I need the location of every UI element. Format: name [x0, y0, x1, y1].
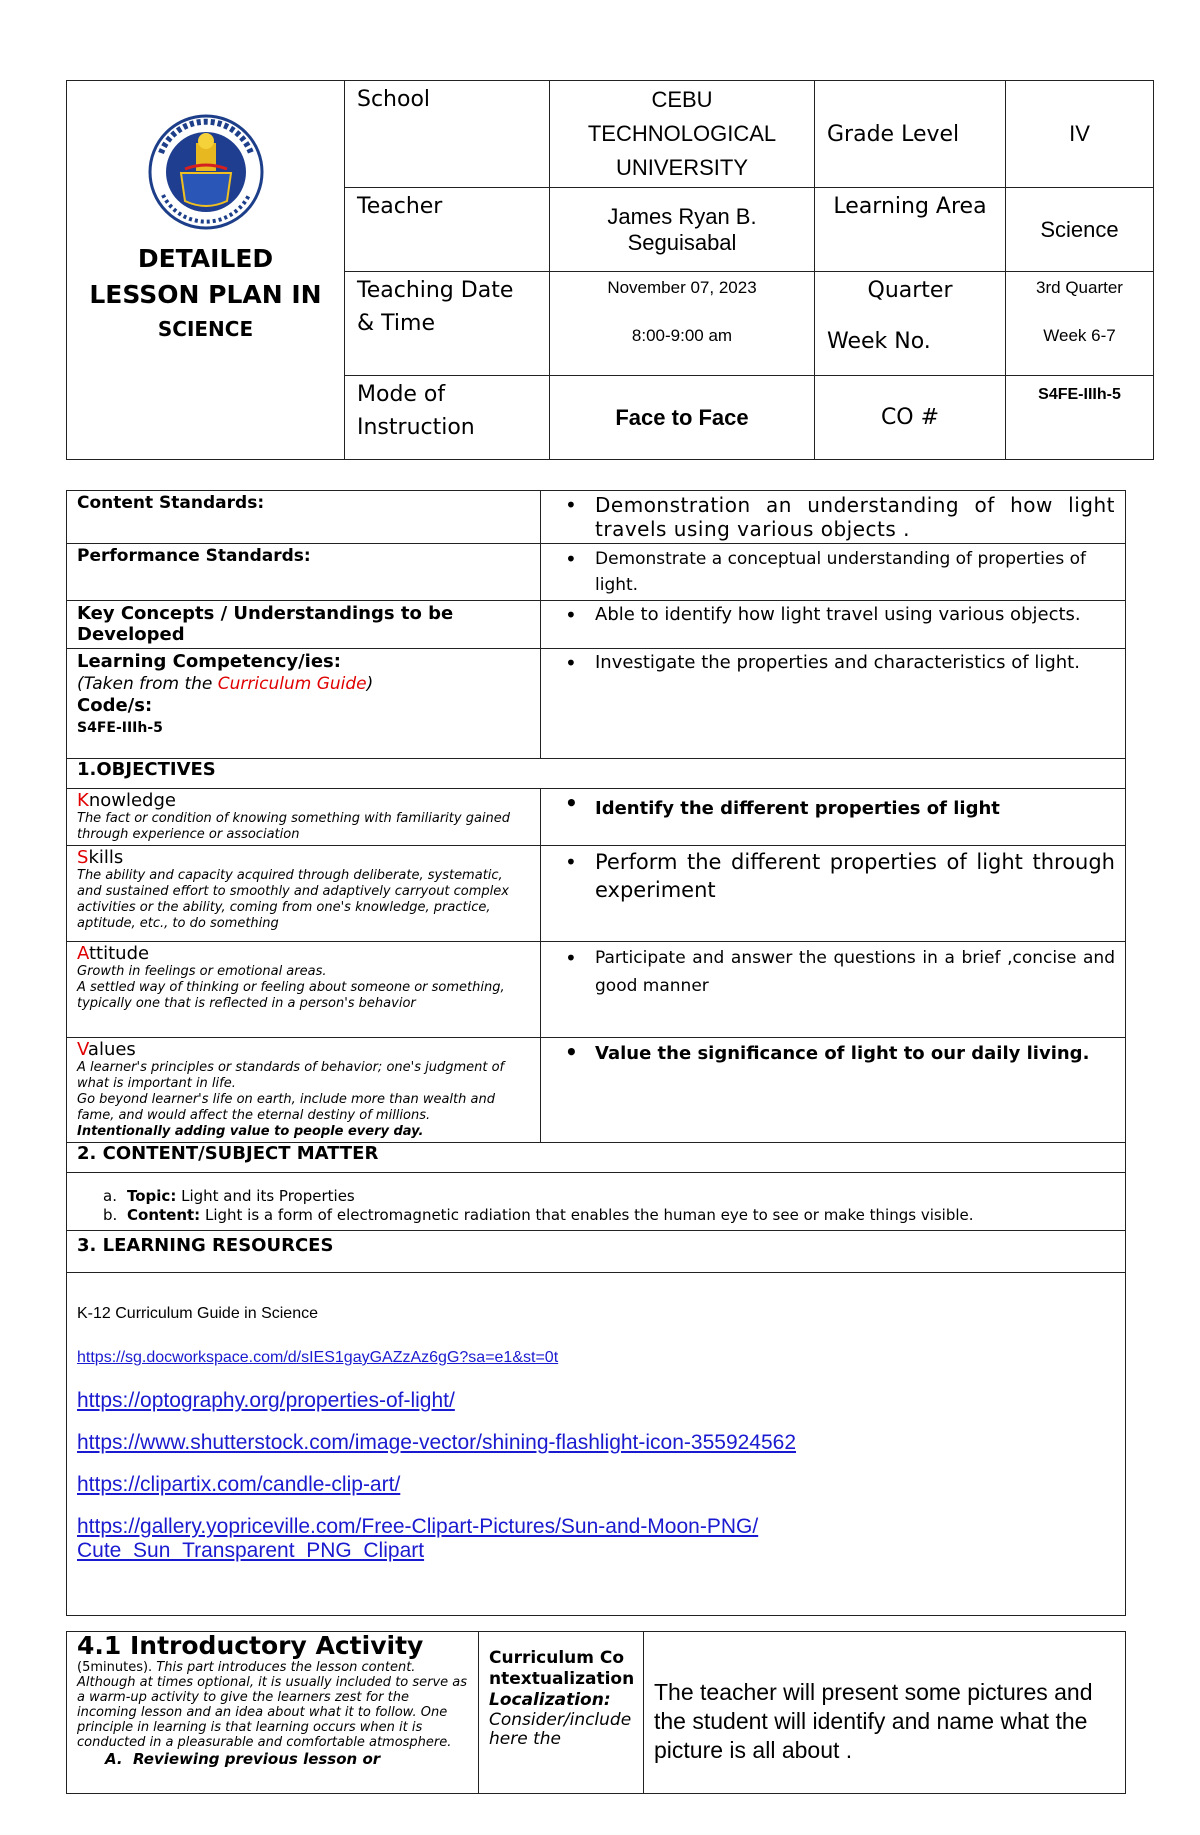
- teacher-value: James Ryan B. Seguisabal: [550, 188, 815, 272]
- attitude-label: Attitude: [77, 943, 150, 964]
- attitude-value: • Participate and answer the questions in a brief ,concise and good manner: [541, 942, 1126, 1038]
- plan-title: [67, 241, 344, 313]
- resource-link-1[interactable]: https://sg.docworkspace.com/d/sIES1gayGAZzAz6gG?sa=e1&st=0t: [77, 1349, 559, 1366]
- knowledge-desc: The fact or condition of knowing something with familiarity gained through experience or association: [77, 811, 511, 842]
- topic-line: a. Topic: Light and its Properties: [103, 1187, 355, 1205]
- plan-title-line2: LESSON PLAN IN: [89, 280, 322, 309]
- knowledge-value: • Identify the different properties of light: [541, 789, 1126, 846]
- code-value: S4FE-IIIh-5: [77, 720, 163, 736]
- resource-link-3[interactable]: https://www.shutterstock.com/image-vector/shining-flashlight-icon-355924562: [77, 1431, 797, 1454]
- deped-seal-icon: [141, 113, 271, 231]
- knowledge-label: Knowledge: [77, 790, 176, 811]
- guide-text: K-12 Curriculum Guide in Science: [77, 1305, 318, 1322]
- plan-title-line1: DETAILED: [137, 244, 274, 273]
- localization-label: Localization:: [489, 1690, 611, 1710]
- co-value: S4FE-IIIh-5: [1006, 376, 1154, 460]
- resources-cell: [67, 1273, 1126, 1616]
- competency-note: (Taken from the Curriculum Guide): [77, 674, 374, 694]
- area-label: Learning Area: [815, 188, 1006, 272]
- performance-standards-label: Performance Standards:: [67, 544, 541, 601]
- resource-link-5[interactable]: https://gallery.yopriceville.com/Free-Clipart-Pictures/Sun-and-Moon-PNG/: [77, 1515, 759, 1538]
- curriculum-label: Curriculum Contextualization: [489, 1648, 635, 1689]
- code-label: Code/s:: [77, 695, 153, 716]
- lesson-table: [66, 490, 1126, 1616]
- values-label: Values: [77, 1039, 136, 1060]
- key-concepts-label: Key Concepts / Understandings to be Developed: [67, 601, 541, 649]
- content-standards-value: • Demonstration an understanding of how light travels using various objects .: [541, 491, 1126, 544]
- school-value: CEBU TECHNOLOGICAL UNIVERSITY: [550, 81, 815, 188]
- quarter-value: 3rd Quarter: [1036, 278, 1123, 297]
- time-text: 8:00-9:00 am: [631, 326, 733, 345]
- values-value: • Value the significance of light to our daily living.: [541, 1038, 1126, 1143]
- intro-cell: [67, 1632, 479, 1794]
- skills-desc: The ability and capacity acquired through deliberate, systematic, and sustained effort to smoothly and adaptively carryout complex activities or the ability, coming from one's knowledge, practice, aptitude, etc., to do something: [77, 868, 509, 931]
- attitude-desc: Growth in feelings or emotional areas.: [77, 964, 327, 979]
- competency-value: • Investigate the properties and characteristics of light.: [541, 649, 1126, 759]
- teacher-label: Teacher: [345, 188, 550, 272]
- skills-value: • Perform the different properties of light through experiment: [541, 846, 1126, 942]
- intro-table: [66, 1631, 1126, 1794]
- resource-link-5-cont[interactable]: Cute_Sun_Transparent_PNG_Clipart: [77, 1539, 425, 1562]
- skills-label: Skills: [77, 847, 124, 868]
- date-value: [550, 272, 815, 376]
- mode-label: Mode of Instruction: [345, 376, 550, 460]
- co-label: CO #: [815, 376, 1006, 460]
- skills-cell: [67, 846, 541, 942]
- date-text: November 07, 2023: [607, 278, 757, 297]
- contextualization-cell: [479, 1632, 644, 1794]
- content-standards-label: Content Standards:: [67, 491, 541, 544]
- values-desc2: Go beyond learner's life on earth, include more than wealth and fame, and would affect the eternal destiny of millions.: [77, 1092, 495, 1123]
- week-label: Week No.: [827, 329, 931, 354]
- intro-activity: The teacher will present some pictures and the student will identify and name what the picture is all about .: [644, 1632, 1126, 1794]
- attitude-desc2: A settled way of thinking or feeling about someone or something, typically one that is reflected in a person's behavior: [77, 980, 505, 1011]
- area-value: Science: [1006, 188, 1154, 272]
- content-cell: [67, 1173, 1126, 1231]
- resource-link-4[interactable]: https://clipartix.com/candle-clip-art/: [77, 1473, 401, 1496]
- competency-label: Learning Competency/ies:: [77, 651, 341, 672]
- intro-sub-item: A. Reviewing previous lesson or: [105, 1750, 381, 1768]
- objectives-title: 1.OBJECTIVES: [67, 759, 1126, 789]
- performance-standards-value: • Demonstrate a conceptual understanding of properties of light.: [541, 544, 1126, 601]
- date-label: Teaching Date & Time: [345, 272, 550, 376]
- values-desc: A learner's principles or standards of behavior; one's judgment of what is important in life.: [77, 1060, 505, 1091]
- mode-value: Face to Face: [550, 376, 815, 460]
- quarter-week-value: [1006, 272, 1154, 376]
- content-line: b. Content: Light is a form of electromagnetic radiation that enables the human eye to see or make things visible.: [103, 1206, 974, 1224]
- school-label: School: [345, 81, 550, 188]
- key-concepts-value: • Able to identify how light travel using various objects.: [541, 601, 1126, 649]
- grade-label: Grade Level: [815, 81, 1006, 188]
- competency-cell: [67, 649, 541, 759]
- localization-desc: Consider/include here the: [489, 1710, 632, 1749]
- resource-link-2[interactable]: https://optography.org/properties-of-light/: [77, 1389, 455, 1412]
- attitude-cell: [67, 942, 541, 1038]
- intro-desc: (5minutes). This part introduces the lesson content. Although at times optional, it is usually included to serve as a warm-up activity to give the learners zest for the incoming lesson and an idea about what it to follow. One principle in learning is that learning occurs when it is conducted in a pleasurable and comfortable atmosphere.: [77, 1660, 468, 1750]
- week-value: Week 6-7: [1043, 326, 1116, 345]
- content-title: 2. CONTENT/SUBJECT MATTER: [67, 1143, 1126, 1173]
- quarter-week-label: [815, 272, 1006, 376]
- values-cell: [67, 1038, 541, 1143]
- plan-subject: SCIENCE: [157, 317, 254, 341]
- quarter-label: Quarter: [867, 278, 953, 303]
- intro-title: 4.1 Introductory Activity: [77, 1631, 424, 1660]
- values-desc3: Intentionally adding value to people every day.: [77, 1124, 424, 1139]
- grade-value: IV: [1006, 81, 1154, 188]
- header-table: [66, 80, 1154, 460]
- title-cell: [67, 81, 345, 460]
- knowledge-cell: [67, 789, 541, 846]
- resources-title: 3. LEARNING RESOURCES: [67, 1231, 1126, 1273]
